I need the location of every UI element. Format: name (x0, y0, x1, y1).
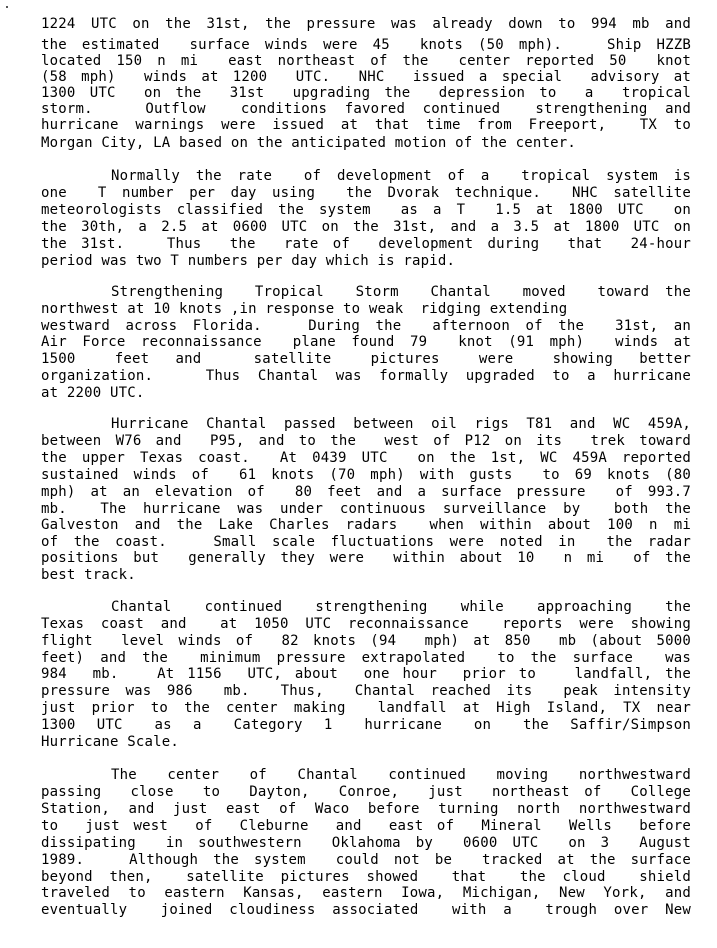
text-line: Chantal continued strengthening while approaching the (111, 599, 691, 615)
text-line: Hurricane Scale. (41, 734, 180, 750)
text-line: Air Force reconnaissance plane found 79 knot (91 mph) winds at (41, 334, 691, 350)
text-line: of the coast. Small scale fluctuations were noted in the radar (41, 534, 691, 550)
text-line: at 2200 UTC. (41, 385, 145, 401)
text-line: the upper Texas coast. At 0439 UTC on the 1st, WC 459A reported (41, 450, 691, 466)
text-line: 1300 UTC on the 31st upgrading the depression to a tropical (41, 85, 691, 101)
text-line: mb. The hurricane was under continuous surveillance by both the (41, 501, 691, 517)
text-line: just prior to the center making landfall at High Island, TX near (41, 700, 691, 716)
text-line: best track. (41, 567, 136, 583)
text-line: traveled to eastern Kansas, eastern Iowa, Michigan, New York, and (41, 885, 691, 901)
text-line: the estimated surface winds were 45 knots (50 mph). Ship HZZB (41, 37, 691, 53)
text-line: storm. Outflow conditions favored continued strengthening and (41, 101, 691, 117)
text-line: passing close to Dayton, Conroe, just northeast of College (41, 784, 691, 800)
text-line: flight level winds of 82 knots (94 mph) at 850 mb (about 5000 (41, 633, 691, 649)
text-line: hurricane warnings were issued at that time from Freeport, TX to (41, 117, 691, 133)
text-line: Strengthening Tropical Storm Chantal moved toward the (111, 284, 691, 300)
text-line: 1300 UTC as a Category 1 hurricane on the Saffir/Simpson (41, 717, 691, 733)
text-line: 984 mb. At 1156 UTC, about one hour prior to landfall, the (41, 666, 691, 682)
text-line: located 150 n mi east northeast of the center reported 50 knot (41, 53, 691, 69)
text-line: (58 mph) winds at 1200 UTC. NHC issued a special advisory at (41, 69, 691, 85)
text-line: Morgan City, LA based on the anticipated motion of the center. (41, 135, 576, 151)
text-line: Station, and just east of Waco before turning north northwestward (41, 801, 691, 817)
text-line: the 31st. Thus the rate of development during that 24-hour (41, 236, 691, 252)
text-line: feet) and the minimum pressure extrapolated to the surface was (41, 650, 691, 666)
text-line: dissipating in southwestern Oklahoma by 0600 UTC on 3 August (41, 835, 691, 851)
text-line: Hurricane Chantal passed between oil rigs T81 and WC 459A, (111, 416, 691, 432)
scan-speck (6, 6, 8, 8)
text-line: Texas coast and at 1050 UTC reconnaissance reports were showing (41, 616, 691, 632)
text-line: pressure was 986 mb. Thus, Chantal reached its peak intensity (41, 683, 691, 699)
text-line: Galveston and the Lake Charles radars when within about 100 n mi (41, 517, 691, 533)
text-line: positions but generally they were within about 10 n mi of the (41, 550, 691, 566)
text-line: organization. Thus Chantal was formally upgraded to a hurricane (41, 368, 691, 384)
text-line: Normally the rate of development of a tropical system is (111, 168, 691, 184)
text-line: to just west of Cleburne and east of Mineral Wells before (41, 818, 691, 834)
text-line: 1500 feet and satellite pictures were showing better (41, 351, 691, 367)
text-line: mph) at an elevation of 80 feet and a surface pressure of 993.7 (41, 484, 691, 500)
text-line: period was two T numbers per day which is rapid. (41, 253, 456, 269)
text-line: beyond then, satellite pictures showed that the cloud shield (41, 869, 691, 885)
text-line: westward across Florida. During the afternoon of the 31st, an (41, 318, 691, 334)
text-line: The center of Chantal continued moving northwestward (111, 767, 691, 783)
text-line: eventually joined cloudiness associated with a trough over New (41, 902, 691, 918)
text-line: the 30th, a 2.5 at 0600 UTC on the 31st, and a 3.5 at 1800 UTC on (41, 219, 691, 235)
text-line: northwest at 10 knots ,in response to weak ridging extending (41, 301, 568, 317)
text-line: one T number per day using the Dvorak technique. NHC satellite (41, 185, 691, 201)
text-line: 1224 UTC on the 31st, the pressure was already down to 994 mb and (41, 16, 691, 32)
text-line: sustained winds of 61 knots (70 mph) with gusts to 69 knots (80 (41, 467, 691, 483)
text-line: between W76 and P95, and to the west of P12 on its trek toward (41, 433, 691, 449)
text-line: meteorologists classified the system as a T 1.5 at 1800 UTC on (41, 202, 691, 218)
text-line: 1989. Although the system could not be tracked at the surface (41, 852, 691, 868)
